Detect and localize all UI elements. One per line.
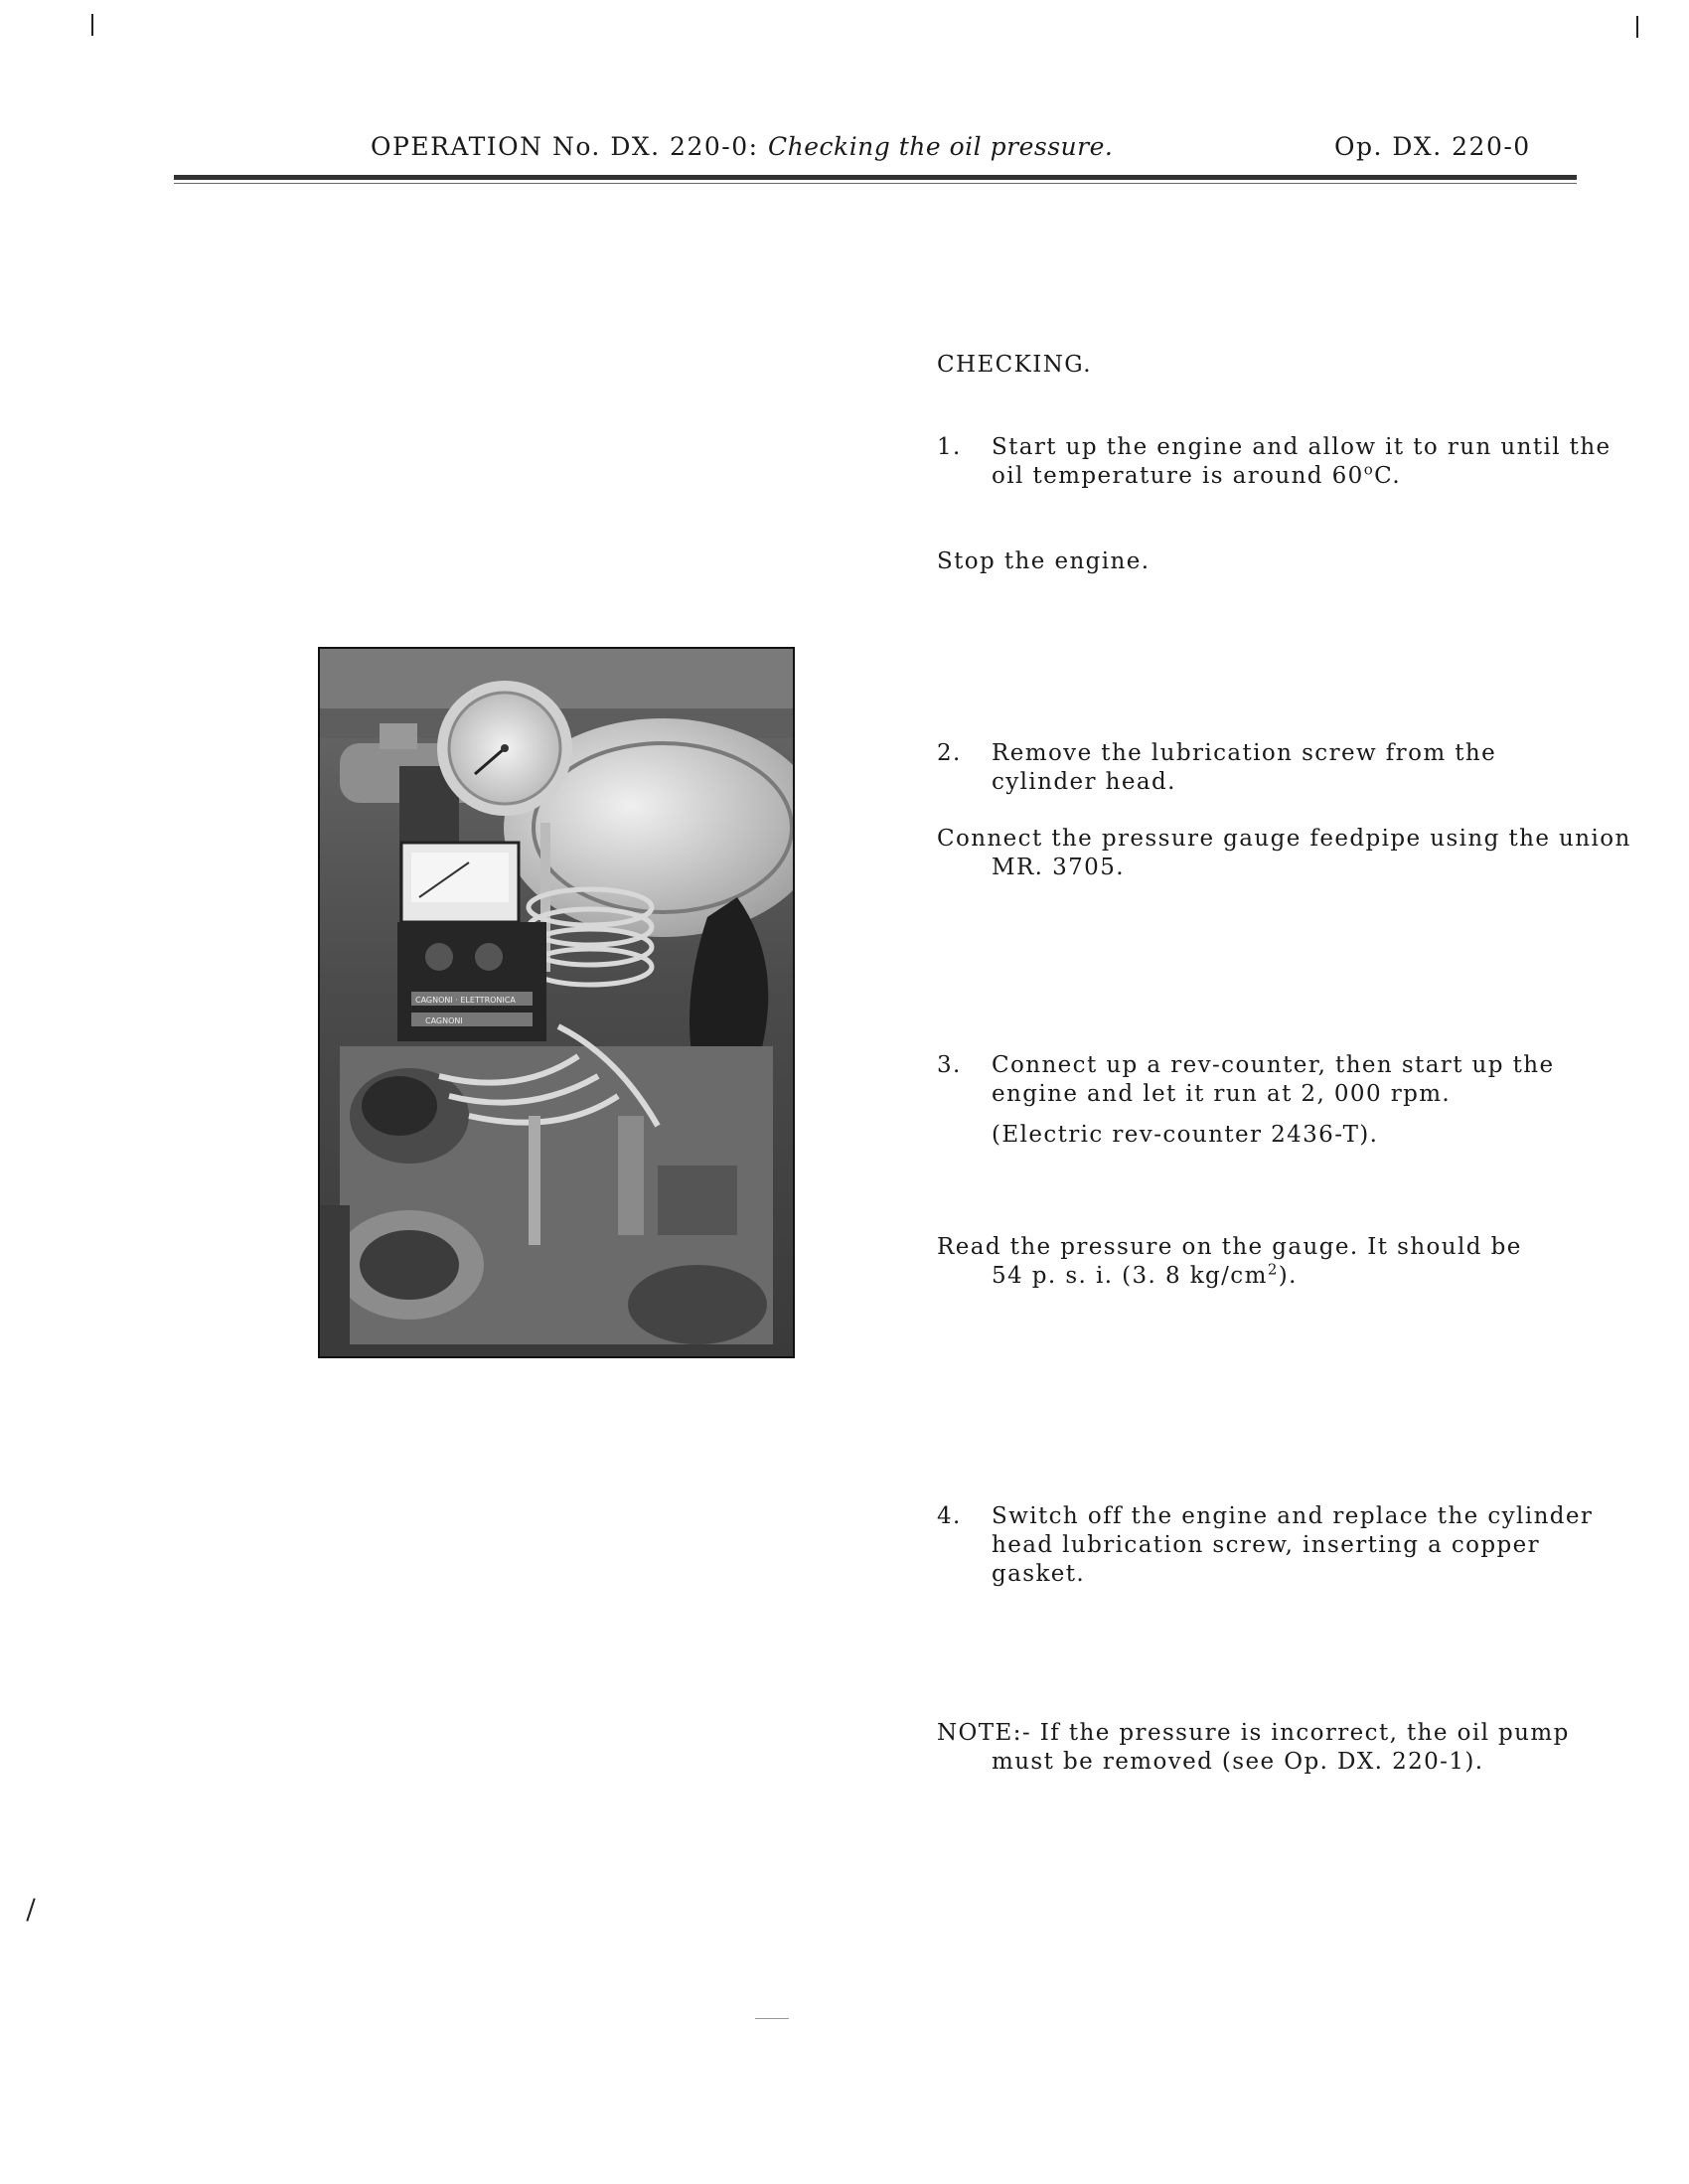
step-3 — [937, 1051, 1554, 1150]
step-4 — [937, 1502, 1593, 1589]
scan-mark-top-left — [91, 14, 93, 36]
connect-gauge-text — [937, 825, 1631, 882]
stop-engine-text: Stop the engine. — [937, 548, 1151, 574]
paragraph-line: ). — [1278, 1263, 1298, 1289]
scan-mark-left-margin — [26, 1898, 35, 1921]
step-number: 3. — [937, 1052, 962, 1078]
paragraph-line: Read the pressure on the gauge. It should be — [937, 1234, 1522, 1260]
step-text: Remove the lubrication screw from the — [992, 740, 1497, 766]
step-text: Start up the engine and allow it to run until the — [992, 434, 1612, 460]
step-text: cylinder head. — [992, 769, 1176, 795]
note-text — [937, 1719, 1570, 1777]
paragraph-line: Connect the pressure gauge feedpipe using the union — [937, 826, 1631, 852]
step-text: gasket. — [992, 1561, 1086, 1587]
step-text: Switch off the engine and replace the cylinder — [992, 1503, 1594, 1529]
operation-reference: Op. DX. 220-0 — [1334, 132, 1531, 161]
scan-mark-top-right — [1636, 16, 1638, 38]
step-text: Connect up a rev-counter, then start up the — [992, 1052, 1555, 1078]
step-1 — [937, 433, 1612, 491]
step-2 — [937, 739, 1496, 797]
read-pressure-text — [937, 1233, 1522, 1291]
operation-heading — [371, 132, 1113, 161]
operation-number: OPERATION No. DX. 220-0: — [371, 132, 759, 161]
step-text: engine and let it run at 2, 000 rpm. — [992, 1081, 1452, 1107]
header-rule — [174, 175, 1577, 180]
paragraph-line: MR. 3705. — [992, 855, 1125, 880]
step-number: 1. — [937, 434, 962, 460]
superscript: 2 — [1267, 1260, 1279, 1279]
meter-brand-label: CAGNONI · ELETTRONICA — [415, 996, 516, 1005]
section-title: CHECKING. — [937, 352, 1092, 378]
header-rule-thin — [174, 183, 1577, 184]
step-text: C. — [1374, 463, 1402, 489]
step-number: 4. — [937, 1503, 962, 1529]
degree-symbol: o — [1363, 460, 1375, 479]
meter-maker-label: CAGNONI — [425, 1016, 463, 1025]
step-number: 2. — [937, 740, 962, 766]
scan-mark-bottom — [755, 2018, 789, 2019]
step-note: (Electric rev-counter 2436-T). — [992, 1122, 1379, 1148]
step-text: head lubrication screw, inserting a copper — [992, 1532, 1541, 1558]
paragraph-line: NOTE:- If the pressure is incorrect, the oil pump — [937, 1720, 1570, 1746]
engine-photo-illustration — [320, 649, 793, 1356]
operation-title: Checking the oil pressure. — [768, 132, 1114, 161]
engine-photo — [318, 647, 795, 1358]
paragraph-line: must be removed (see Op. DX. 220-1). — [992, 1749, 1484, 1775]
paragraph-line: 54 p. s. i. (3. 8 kg/cm — [992, 1263, 1268, 1289]
step-text: oil temperature is around 60 — [992, 463, 1364, 489]
